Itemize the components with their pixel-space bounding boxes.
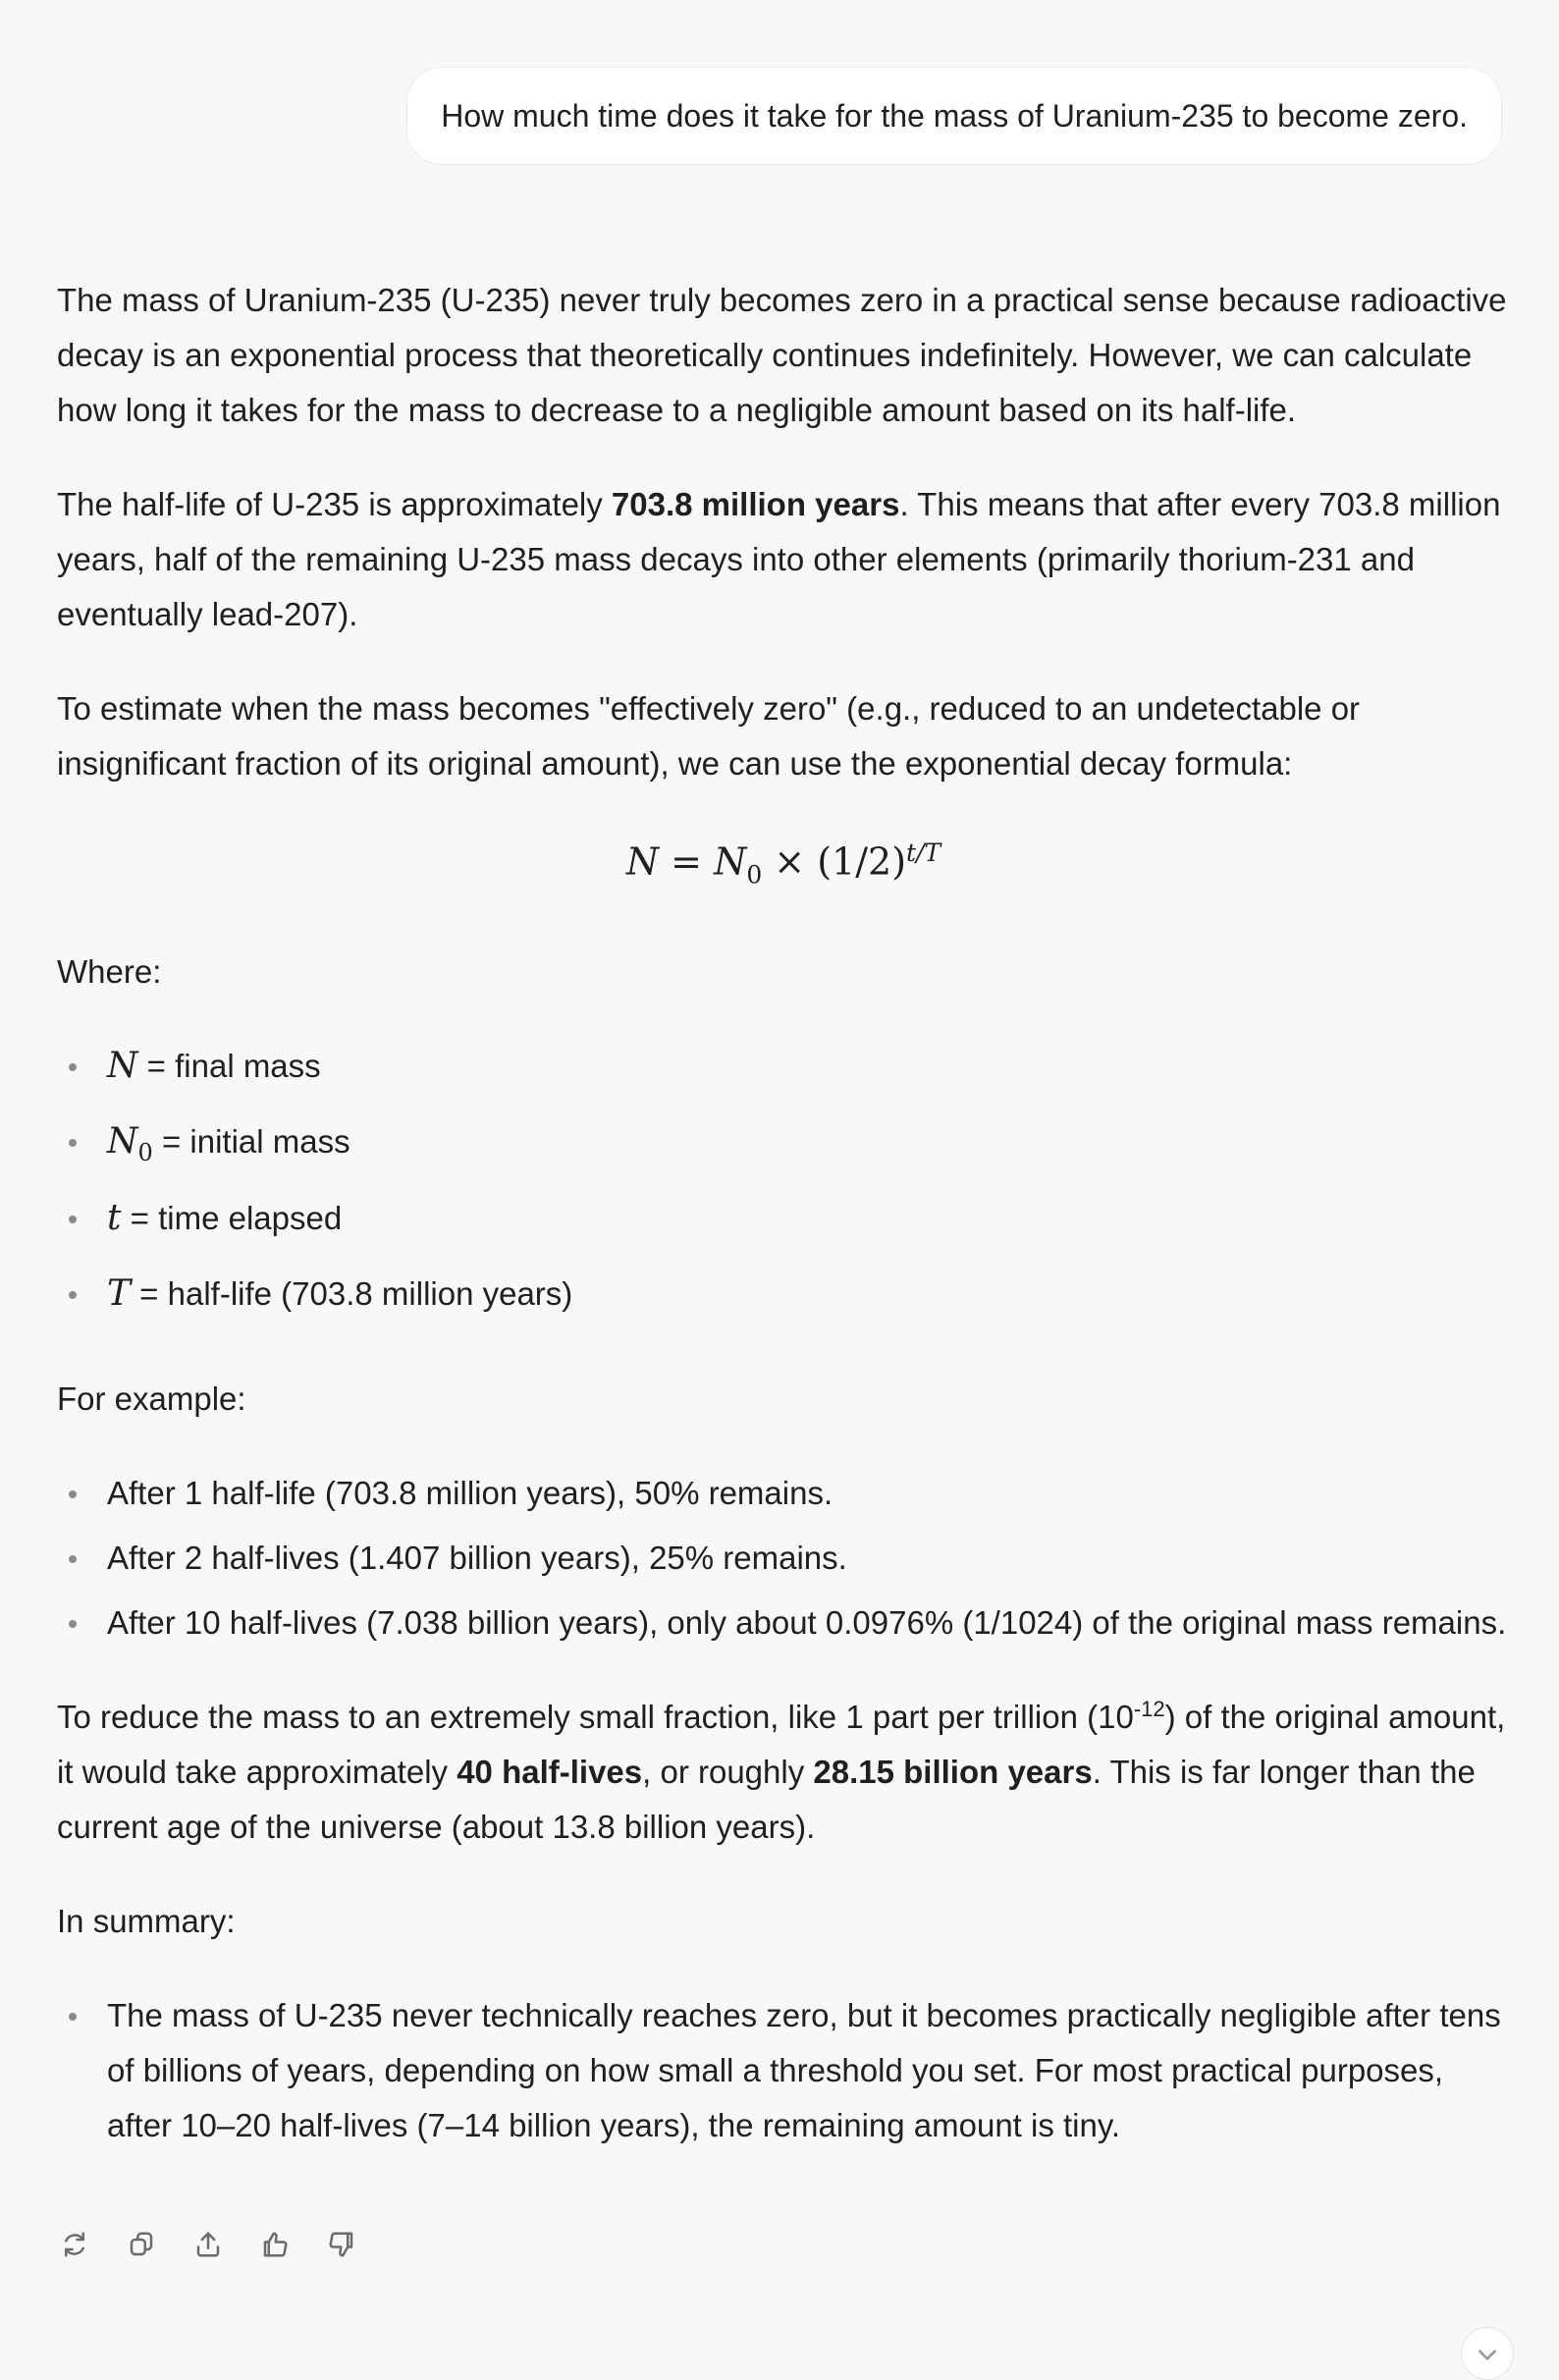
text-segment: . This is far longer than the current age of the universe (about 13.8 billion years). [57, 1754, 1476, 1845]
variable-desc: = half-life (703.8 million years) [131, 1274, 573, 1312]
list-item [57, 1596, 1510, 1650]
example-text: After 10 half-lives (7.038 billion years), only about 0.0976% (1/1024) of the original mass remains. [107, 1604, 1507, 1641]
math-symbol [107, 1198, 121, 1238]
examples-list [57, 1466, 1510, 1650]
share-button[interactable] [190, 2227, 226, 2262]
answer-paragraph-intro: The mass of Uranium-235 (U-235) never truly becomes zero in a practical sense because radioactive decay is an exponential process that theoretically continues indefinitely. However, we can calculate how long it takes for the mass to decrease to a negligible amount based on its half-life. [57, 282, 1507, 428]
example-label: For example: [57, 1380, 246, 1417]
user-message-text: How much time does it take for the mass of Uranium-235 to become zero. [441, 98, 1468, 134]
formula-exponent: t/T [906, 838, 941, 867]
math-symbol [107, 1046, 138, 1086]
bullet-dot [69, 1216, 77, 1223]
list-item [57, 1466, 1510, 1521]
symbol-text: t [107, 1197, 122, 1238]
regenerate-icon [60, 2230, 89, 2259]
example-text: After 2 half-lives (1.407 billion years), 25% remains. [107, 1540, 847, 1576]
variable-desc: = initial mass [152, 1123, 350, 1161]
bold-billion-years: 28.15 billion years [813, 1754, 1093, 1790]
formula-n0: N [714, 839, 747, 884]
like-button[interactable] [257, 2227, 293, 2262]
variable-desc: = final mass [137, 1048, 321, 1085]
symbol-text: N [107, 1046, 138, 1087]
superscript: -12 [1133, 1697, 1165, 1721]
example-text: After 1 half-life (703.8 million years), 50% remains. [107, 1475, 833, 1511]
where-label: Where: [57, 953, 162, 991]
dislike-button[interactable] [324, 2227, 359, 2262]
chevron-down-icon [1475, 2342, 1500, 2367]
formula-equals: = [659, 839, 715, 884]
answer-paragraph-trillion [57, 1690, 1510, 1855]
bullet-dot [69, 1291, 77, 1299]
bullet-dot [69, 1620, 77, 1628]
math-symbol [107, 1121, 153, 1167]
copy-button[interactable] [124, 2227, 159, 2262]
assistant-answer [57, 273, 1510, 2192]
copy-icon [127, 2230, 156, 2259]
user-message-bubble [406, 67, 1502, 165]
bullet-dot [69, 1490, 77, 1498]
formula-n0-sub: 0 [746, 860, 763, 890]
bullet-dot [69, 1139, 77, 1147]
summary-text: The mass of U-235 never technically reaches zero, but it becomes practically negligible after tens of billions of years, depending on how small a threshold you set. For most practical purposes, after 10–20 half-lives (7–14 billion years), the remaining amount is tiny. [107, 1997, 1501, 2143]
regenerate-button[interactable] [57, 2227, 92, 2262]
list-item [57, 1267, 1510, 1332]
symbol-sub: 0 [137, 1139, 153, 1167]
bold-half-life: 703.8 million years [611, 486, 900, 522]
text-segment: The half-life of U-235 is approximately [57, 486, 612, 522]
text-segment: . This means that after every 703.8 million years, half of the remaining U-235 mass decays into other elements (primarily thorium-231 and eventually lead-207). [57, 486, 1501, 632]
formula-times: × (1/2) [762, 839, 907, 884]
summary-list [57, 1988, 1510, 2153]
bullet-dot [69, 1555, 77, 1563]
symbol-text: N [107, 1121, 138, 1163]
scroll-to-bottom-button[interactable] [1461, 2327, 1514, 2380]
bullet-dot [69, 2013, 77, 2021]
message-actions [57, 2227, 359, 2262]
thumbs-up-icon [260, 2230, 290, 2259]
answer-paragraph-half-life [57, 477, 1510, 642]
summary-label: In summary: [57, 1903, 236, 1939]
formula-lhs: N [625, 839, 660, 884]
text-segment: , or roughly [642, 1754, 814, 1790]
decay-formula [57, 819, 1510, 909]
math-symbol [107, 1273, 131, 1314]
answer-paragraph-formula-intro: To estimate when the mass becomes "effectively zero" (e.g., reduced to an undetectable or insignificant fraction of its original amount), we can use the exponential decay formula: [57, 690, 1361, 782]
list-item [57, 1531, 1510, 1586]
list-item [57, 1191, 1510, 1257]
variable-desc: = time elapsed [121, 1199, 343, 1236]
share-icon [193, 2230, 223, 2259]
text-segment: To reduce the mass to an extremely small fraction, like 1 part per trillion (10 [57, 1699, 1134, 1735]
variables-list [57, 1039, 1510, 1332]
list-item [57, 1114, 1510, 1180]
list-item [57, 1039, 1510, 1105]
bullet-dot [69, 1063, 77, 1071]
list-item [57, 1988, 1510, 2153]
symbol-text: T [107, 1272, 132, 1314]
thumbs-down-icon [327, 2230, 356, 2259]
text-segment: ) of the original amount, it would take approximately [57, 1699, 1506, 1790]
bold-half-lives: 40 half-lives [457, 1754, 643, 1790]
